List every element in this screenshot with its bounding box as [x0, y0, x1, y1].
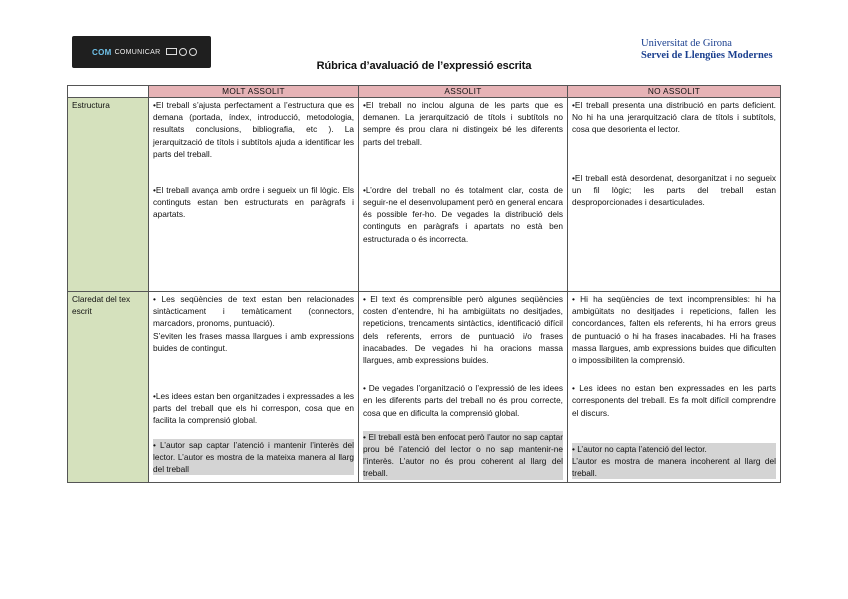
criterion-text: • De vegades l’organització o l’expressió de les idees en les diferents parts del treball no és prou correcte, cosa que en dificulta la comprensió global.: [363, 383, 563, 418]
corner-cell: [68, 86, 149, 98]
document-title-text: Rúbrica d’avaluació de l’expressió escrita: [316, 60, 532, 72]
criterion-text: • Les idees no estan ben expressades en les parts corresponents del treball. Es fa molt difícil comprendre el discurs.: [572, 383, 776, 418]
criterion-text: •Les idees estan ben organitzades i expressades a les parts del treball que els hi correspon, cosa que en facilita la comprensió global.: [153, 391, 354, 426]
table-row-claredat: [68, 292, 781, 483]
cell-claredat-no-assolit: [568, 292, 781, 483]
header-row: [68, 86, 781, 98]
logo-marks-icon: [166, 48, 197, 56]
criterion-text: S’eviten les frases massa llargues i amb expressions buides de contingut.: [153, 330, 354, 353]
cell-claredat-assolit: [359, 292, 568, 483]
university-name: Universitat de Girona: [641, 38, 732, 49]
logo-comunicar-text: COMUNICAR: [114, 48, 161, 56]
university-logo: [641, 38, 791, 62]
criterion-text: •El treball no inclou alguna de les parts que es demanen. La jerarquització de títols i subtítols no sempre és prou clara ni distingeix bé les diferents parts del treball.: [363, 100, 563, 147]
criterion-text: •El treball s’ajusta perfectament a l’estructura que es demana (portada, índex, introducció, metodologia, resultats conclusions, bibliografia, etc ). La jerarquització de títols i subtítols ajuda a identificar les parts del treball.: [153, 100, 354, 159]
cell-estructura-molt-assolit: [149, 98, 359, 292]
row-header-claredat: Claredat del tex escrit: [68, 292, 149, 483]
criterion-text-highlighted: • L’autor no capta l’atenció del lector.: [572, 443, 776, 455]
criterion-text: •El treball avança amb ordre i segueix un fil lògic. Els continguts estan ben estructurats en paràgrafs i apartats.: [153, 185, 354, 220]
criterion-text: •El treball presenta una distribució en parts deficient. No hi ha una jerarquització clara de títols i subtítols, cosa que desorienta el lector.: [572, 100, 776, 135]
row-header-estructura: Estructura: [68, 98, 149, 292]
criterion-text: •El treball està desordenat, desorganitzat i no segueix un fil lògic; les parts del treball estan desproporcionades i desarticulades.: [572, 172, 776, 208]
col-header-assolit: ASSOLIT: [359, 86, 568, 98]
logo-com-text: COM: [92, 47, 112, 57]
criterion-text-highlighted: L’autor es mostra de manera incoherent al llarg del treball.: [572, 456, 776, 479]
cell-estructura-no-assolit: [568, 98, 781, 292]
table-row-estructura: [68, 98, 781, 292]
criterion-text-highlighted: • El treball està ben enfocat però l’autor no sap captar prou bé l’atenció del lector o no sap mantenir-ne l’interès. L’autor no és prou coherent al llarg del treball.: [363, 431, 563, 479]
cell-estructura-assolit: [359, 98, 568, 292]
col-header-no-assolit: NO ASSOLIT: [568, 86, 781, 98]
criterion-text: • El text és comprensible però algunes seqüències costen d’entendre, hi ha ambigüitats no desitjades, repeticions, trencaments sintàctics, identificació difícil dels referents, errors de puntuació i/o frases inacabades. De vegades hi ha oracions massa llargues, amb expressions buides.: [363, 294, 563, 366]
col-header-molt-assolit: MOLT ASSOLIT: [149, 86, 359, 98]
rubric-table: [67, 85, 781, 483]
criterion-text-highlighted: • L’autor sap captar l’atenció i mantenir l’interès del lector. L’autor es mostra de la mateixa manera al llarg del treball: [153, 439, 354, 475]
service-name: Servei de Llengües Modernes: [641, 50, 773, 61]
criterion-text: •L’ordre del treball no és totalment clar, costa de seguir-ne el desenvolupament però en general encara és possible fer-ho. De vegades la distribució dels continguts en paràgrafs i apartats no està ben estructurada o és incorrecta.: [363, 184, 563, 244]
criterion-text: • Hi ha seqüències de text incomprensibles: hi ha ambigüitats no desitjades i repeticions, fallen les concordances, falten els referents, hi ha errors greus de puntuació o hi ha frases inacabades. Hi ha frases massa llargues, amb expressions buides que dificulten o impossibiliten la comprensió.: [572, 294, 776, 366]
cell-claredat-molt-assolit: [149, 292, 359, 483]
criterion-text: • Les seqüències de text estan ben relacionades sintàcticament i temàticament (connectors, marcadors, pronoms, puntuació).: [153, 294, 354, 329]
